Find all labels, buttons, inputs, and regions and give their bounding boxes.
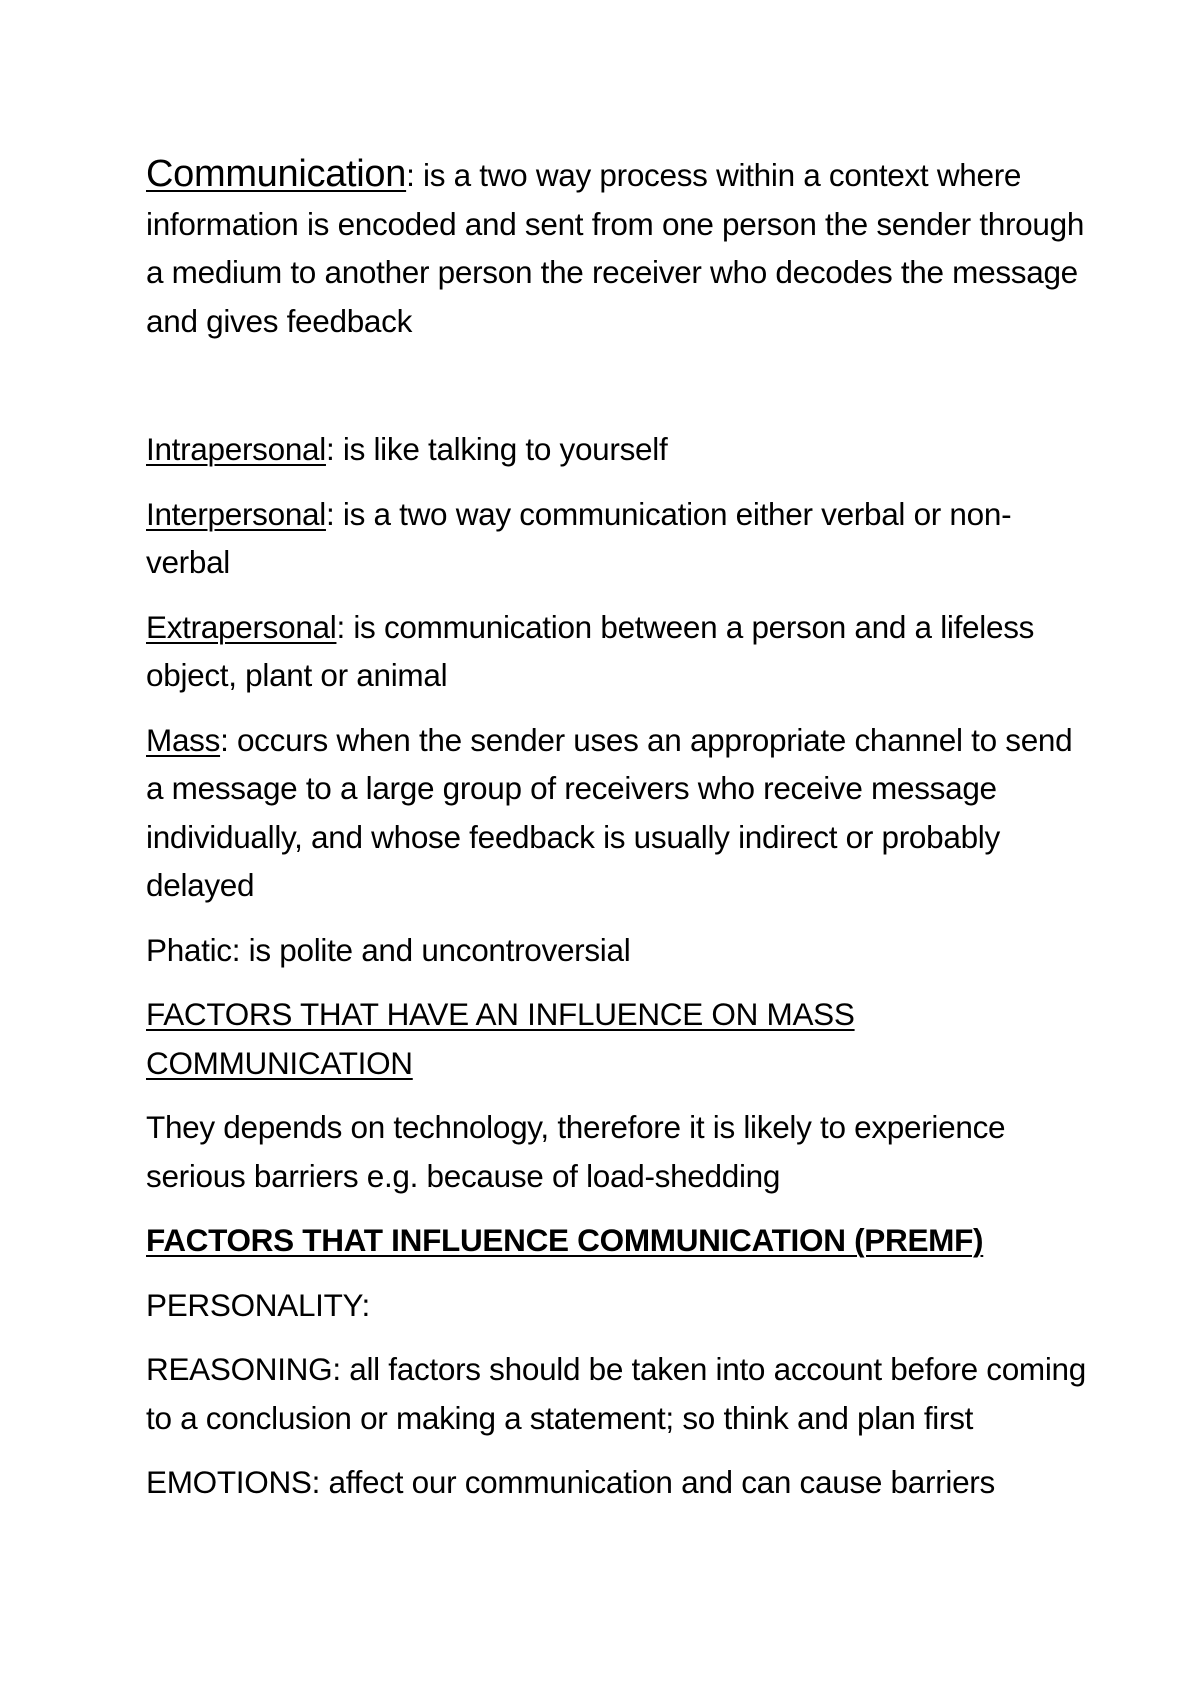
mass-factors-text: They depends on technology, therefore it is likely to experience serious barriers e.g. because of load-shedding bbox=[146, 1109, 1006, 1194]
document-body bbox=[146, 150, 1086, 1523]
intrapersonal-term: Intrapersonal bbox=[146, 431, 326, 467]
mass-term: Mass bbox=[146, 721, 221, 758]
extrapersonal-text: : is communication between a person and a lifeless object, plant or animal bbox=[146, 608, 1035, 693]
mass-text: : occurs when the sender uses an appropriate channel to send a message to a large group of receivers who receive message individually, and whose feedback is usually indirect or probably delayed bbox=[146, 721, 1073, 903]
premf-item-personality: PERSONALITY: bbox=[146, 1286, 370, 1323]
phatic-definition: Phatic: is polite and uncontroversial bbox=[146, 931, 631, 968]
extrapersonal-term: Extrapersonal bbox=[146, 608, 337, 645]
type-mass bbox=[146, 716, 1086, 910]
premf-item-emotions: EMOTIONS: affect our communication and can cause barriers bbox=[146, 1464, 995, 1500]
interpersonal-text: : is a two way communication either verbal or non-verbal bbox=[146, 495, 1012, 580]
interpersonal-term: Interpersonal bbox=[146, 495, 326, 532]
communication-term: Communication bbox=[146, 153, 407, 195]
intrapersonal-text: : is like talking to yourself bbox=[325, 431, 668, 467]
communication-definition bbox=[146, 150, 1086, 345]
premf-heading: FACTORS THAT INFLUENCE COMMUNICATION (PREMF) bbox=[146, 1222, 984, 1258]
mass-factors-heading: FACTORS THAT HAVE AN INFLUENCE ON MASS COMMUNICATION bbox=[146, 996, 855, 1081]
type-extrapersonal bbox=[146, 603, 1086, 700]
type-intrapersonal bbox=[146, 425, 1086, 474]
type-interpersonal bbox=[146, 490, 1086, 587]
communication-definition-text: : is a two way process within a context where information is encoded and sent from one person the sender through a medium to another person the receiver who decodes the message and gives feedback bbox=[146, 157, 1085, 339]
premf-item-reasoning: REASONING: all factors should be taken into account before coming to a conclusion or making a statement; so think and plan first bbox=[146, 1351, 1086, 1436]
